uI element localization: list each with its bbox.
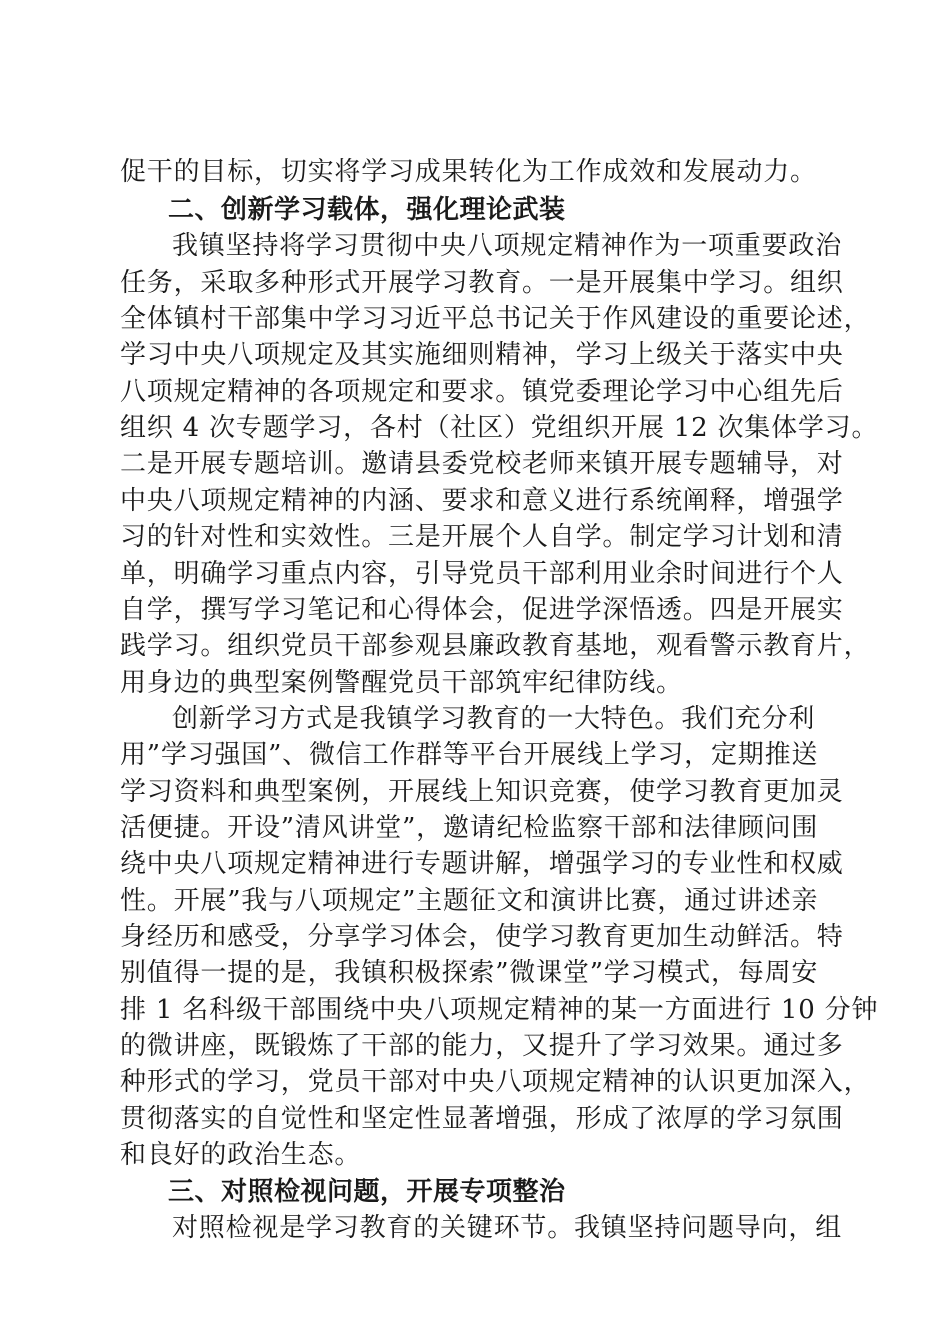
paragraph-1-line-6: 组织 4 次专题学习，各村（社区）党组织开展 12 次集体学习。 xyxy=(120,413,879,443)
paragraph-1-line-5: 八项规定精神的各项规定和要求。镇党委理论学习中心组先后 xyxy=(120,377,844,407)
paragraph-2-line-3: 学习资料和典型案例，开展线上知识竞赛，使学习教育更加灵 xyxy=(120,777,844,807)
paragraph-2-line-8: 别值得一提的是，我镇积极探索”微课堂”学习模式，每周安 xyxy=(120,958,819,988)
paragraph-1-line-12: 践学习。组织党员干部参观县廉政教育基地，观看警示教育片， xyxy=(120,631,871,661)
paragraph-2-line-5: 绕中央八项规定精神进行专题讲解，增强学习的专业性和权威 xyxy=(120,849,844,879)
paragraph-2-line-13: 和良好的政治生态。 xyxy=(120,1140,362,1170)
paragraph-2-line-11: 种形式的学习，党员干部对中央八项规定精神的认识更加深入， xyxy=(120,1067,871,1097)
paragraph-1-line-4: 学习中央八项规定及其实施细则精神，学习上级关于落实中央 xyxy=(120,340,844,370)
paragraph-1-line-11: 自学，撰写学习笔记和心得体会，促进学深悟透。四是开展实 xyxy=(120,595,844,625)
paragraph-1-line-9: 习的针对性和实效性。三是开展个人自学。制定学习计划和清 xyxy=(120,522,844,552)
paragraph-2-line-7: 身经历和感受，分享学习体会，使学习教育更加生动鲜活。特 xyxy=(120,922,844,952)
paragraph-2-line-4: 活便捷。开设”清风讲堂”，邀请纪检监察干部和法律顾问围 xyxy=(120,813,819,843)
section-heading-2: 二、创新学习载体，强化理论武装 xyxy=(168,195,566,225)
paragraph-2-line-10: 的微讲座，既锻炼了干部的能力，又提升了学习效果。通过多 xyxy=(120,1031,844,1061)
paragraph-2-line-12: 贯彻落实的自觉性和坚定性显著增强，形成了浓厚的学习氛围 xyxy=(120,1104,844,1134)
paragraph-1-line-7: 二是开展专题培训。邀请县委党校老师来镇开展专题辅导，对 xyxy=(120,449,844,479)
paragraph-3-line-1: 对照检视是学习教育的关键环节。我镇坚持问题导向，组 xyxy=(172,1213,843,1243)
paragraph-1-line-1: 我镇坚持将学习贯彻中央八项规定精神作为一项重要政治 xyxy=(172,231,843,261)
paragraph-1-line-8: 中央八项规定精神的内涵、要求和意义进行系统阐释，增强学 xyxy=(120,486,844,516)
paragraph-1-line-2: 任务，采取多种形式开展学习教育。一是开展集中学习。组织 xyxy=(120,268,844,298)
paragraph-2-line-6: 性。开展”我与八项规定”主题征文和演讲比赛，通过讲述亲 xyxy=(120,886,819,916)
paragraph-continuation-line: 促干的目标，切实将学习成果转化为工作成效和发展动力。 xyxy=(120,157,817,187)
section-heading-3: 三、对照检视问题，开展专项整治 xyxy=(168,1177,566,1207)
paragraph-2-line-2: 用”学习强国”、微信工作群等平台开展线上学习，定期推送 xyxy=(120,740,819,770)
paragraph-1-line-3: 全体镇村干部集中学习习近平总书记关于作风建设的重要论述， xyxy=(120,304,871,334)
paragraph-2-line-1: 创新学习方式是我镇学习教育的一大特色。我们充分利 xyxy=(172,704,816,734)
paragraph-2-line-9: 排 1 名科级干部围绕中央八项规定精神的某一方面进行 10 分钟 xyxy=(120,995,879,1025)
paragraph-1-line-13: 用身边的典型案例警醒党员干部筑牢纪律防线。 xyxy=(120,668,683,698)
paragraph-1-line-10: 单，明确学习重点内容，引导党员干部利用业余时间进行个人 xyxy=(120,559,844,589)
